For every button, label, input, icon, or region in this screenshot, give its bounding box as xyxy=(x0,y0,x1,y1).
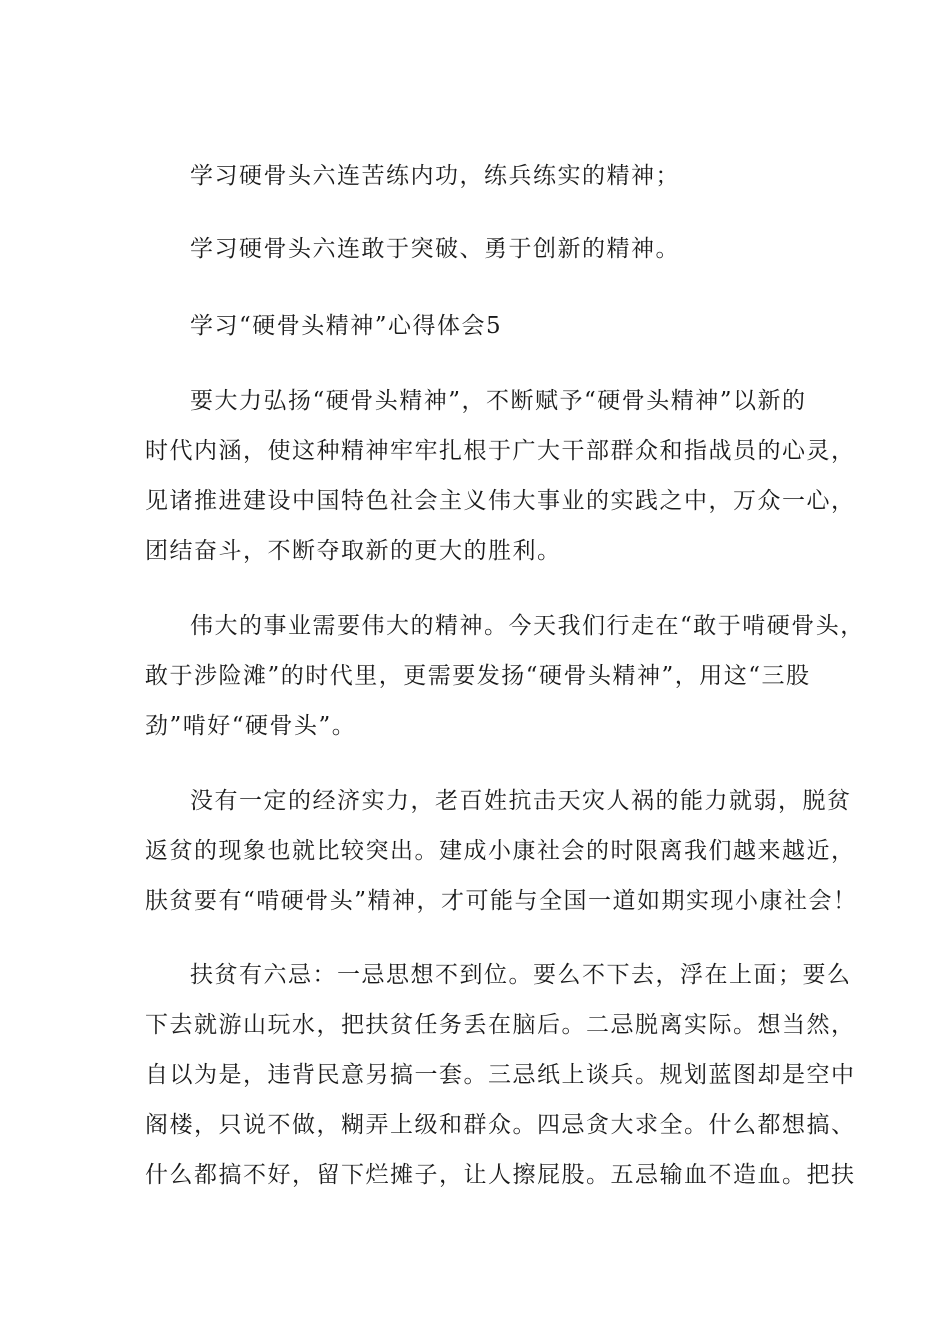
text-line: 阁楼，只说不做，糊弄上级和群众。四忌贪大求全。什么都想搞、 xyxy=(145,1112,856,1138)
section-heading: 学习“硬骨头精神”心得体会5 xyxy=(190,313,503,339)
text-line: 没有一定的经济实力，老百姓抗击天灾人祸的能力就弱，脱贫 xyxy=(190,788,852,814)
text-line: 什么都搞不好，留下烂摊子，让人擦屁股。五忌输血不造血。把扶 xyxy=(145,1162,856,1188)
text-line: 时代内涵，使这种精神牢牢扎根于广大干部群众和指战员的心灵， xyxy=(145,438,856,464)
text-line: 下去就游山玩水，把扶贫任务丢在脑后。二忌脱离实际。想当然， xyxy=(145,1012,856,1038)
text-line: 伟大的事业需要伟大的精神。今天我们行走在“敢于啃硬骨头， xyxy=(190,613,865,639)
text-line: 扶贫有六忌：一忌思想不到位。要么不下去，浮在上面；要么 xyxy=(190,962,852,988)
text-line: 返贫的现象也就比较突出。建成小康社会的时限离我们越来越近， xyxy=(145,838,856,864)
text-line: 学习硬骨头六连苦练内功，练兵练实的精神； xyxy=(190,163,680,189)
text-line: 敢于涉险滩”的时代里，更需要发扬“硬骨头精神”，用这“三股 xyxy=(145,663,811,689)
text-line: 学习硬骨头六连敢于突破、勇于创新的精神。 xyxy=(190,236,680,262)
text-line: 肤贫要有“啃硬骨头”精神，才可能与全国一道如期实现小康社会！ xyxy=(145,888,858,914)
text-line: 见诸推进建设中国特色社会主义伟大事业的实践之中，万众一心， xyxy=(145,488,856,514)
text-line: 要大力弘扬“硬骨头精神”，不断赋予“硬骨头精神”以新的 xyxy=(190,388,807,414)
text-line: 劲”啃好“硬骨头”。 xyxy=(145,713,357,739)
text-line: 团结奋斗，不断夺取新的更大的胜利。 xyxy=(145,538,562,564)
text-line: 自以为是，违背民意另搞一套。三忌纸上谈兵。规划蓝图却是空中 xyxy=(145,1062,856,1088)
